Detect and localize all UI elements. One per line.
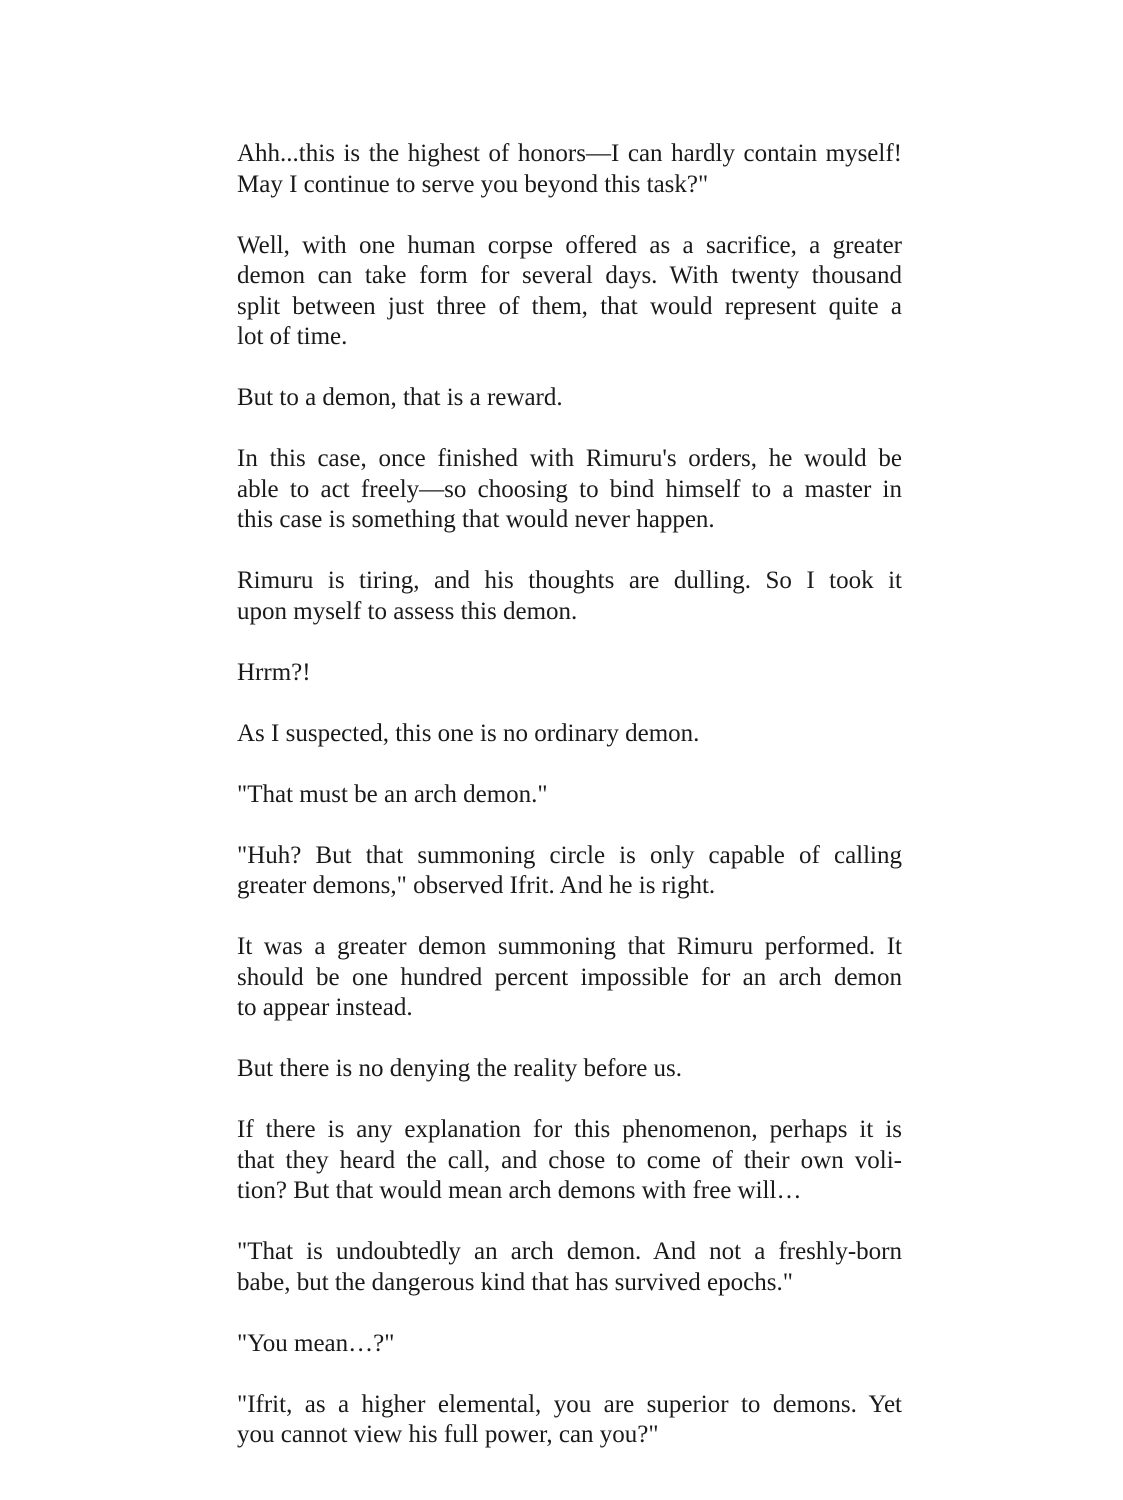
paragraph	[237, 1237, 902, 1298]
text-line: Hrrm?!	[237, 658, 311, 686]
paragraph	[237, 1390, 902, 1451]
text-line: Rimuru is tiring, and his thoughts are dulling. So I took it	[237, 567, 902, 594]
text-line: But there is no denying the reality before us.	[237, 1055, 683, 1082]
text-line: able to act freely—so choosing to bind himself to a master in	[237, 475, 902, 503]
text-body	[237, 139, 902, 1451]
text-line: upon myself to assess this demon.	[237, 597, 578, 625]
text-line: this case is something that would never happen.	[237, 506, 715, 533]
text-line: If there is any explanation for this phenomenon, perhaps it is	[237, 1116, 902, 1143]
paragraph	[237, 566, 902, 627]
text-line: demon can take form for several days. With twenty thousand	[237, 262, 902, 289]
paragraph	[237, 231, 902, 353]
text-line: "That is undoubtedly an arch demon. And not a freshly-born	[237, 1238, 902, 1265]
text-line: to appear instead.	[237, 994, 413, 1021]
text-line: you cannot view his full power, can you?"	[237, 1421, 659, 1448]
text-line: "That must be an arch demon."	[237, 780, 548, 808]
paragraph	[237, 1329, 902, 1360]
text-line: should be one hundred percent impossible for an arch demon	[237, 963, 902, 991]
text-line: babe, but the dangerous kind that has survived epochs."	[237, 1268, 793, 1296]
document-page	[237, 139, 902, 1451]
paragraph	[237, 1115, 902, 1207]
text-line: In this case, once finished with Rimuru's orders, he would be	[237, 445, 902, 472]
text-line: "Ifrit, as a higher elemental, you are superior to demons. Yet	[237, 1390, 902, 1418]
paragraph	[237, 841, 902, 902]
text-line: that they heard the call, and chose to come of their own voli-	[237, 1146, 902, 1174]
paragraph	[237, 780, 902, 811]
text-line: lot of time.	[237, 323, 348, 350]
paragraph	[237, 658, 902, 689]
paragraph	[237, 932, 902, 1024]
text-line: As I suspected, this one is no ordinary demon.	[237, 719, 700, 747]
text-line: "Huh? But that summoning circle is only capable of calling	[237, 841, 902, 869]
paragraph	[237, 139, 902, 200]
text-line: "You mean…?"	[237, 1329, 395, 1357]
paragraph	[237, 1054, 902, 1085]
paragraph	[237, 383, 902, 414]
text-line: It was a greater demon summoning that Rimuru performed. It	[237, 933, 902, 960]
text-line: tion? But that would mean arch demons with free will…	[237, 1177, 802, 1204]
text-line: split between just three of them, that would represent quite a	[237, 292, 902, 320]
text-line: But to a demon, that is a reward.	[237, 384, 563, 411]
text-line: May I continue to serve you beyond this task?"	[237, 170, 709, 198]
text-line: greater demons," observed Ifrit. And he is right.	[237, 872, 716, 899]
paragraph	[237, 719, 902, 750]
paragraph	[237, 444, 902, 536]
text-line: Ahh...this is the highest of honors—I can hardly contain myself!	[237, 140, 902, 167]
text-line: Well, with one human corpse offered as a sacrifice, a greater	[237, 231, 902, 259]
